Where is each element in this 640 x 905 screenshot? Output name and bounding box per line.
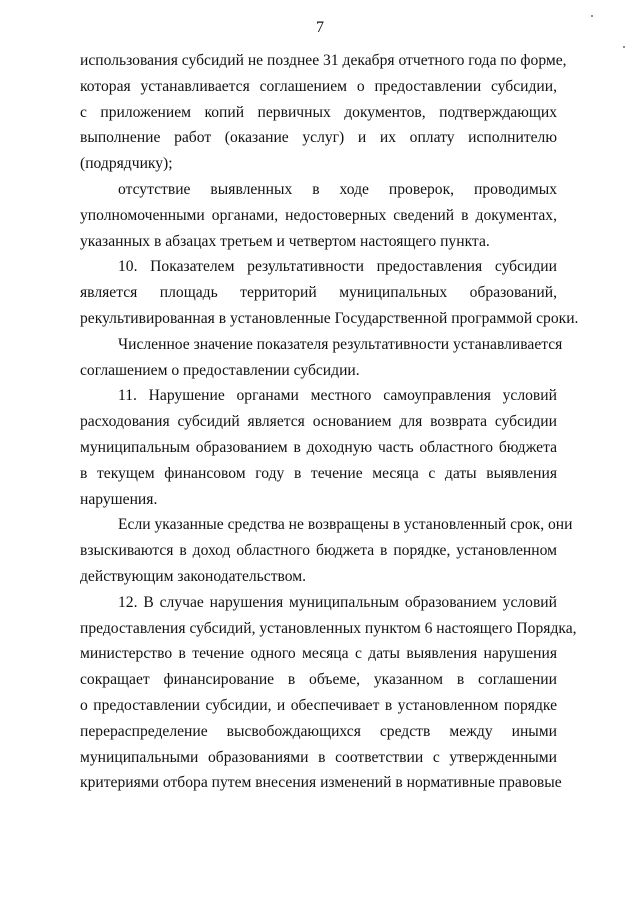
page-number: 7 [316, 19, 324, 36]
paragraph-line: предоставления субсидий, установленных пунктом 6 настоящего Порядка, [80, 619, 577, 637]
paragraph-line: 11. Нарушение органами местного самоуправления условий [118, 387, 557, 405]
paragraph-line: соглашением о предоставлении субсидии. [80, 361, 360, 379]
paragraph-line: которая устанавливается соглашением о предоставлении субсидии, [80, 77, 557, 95]
paragraph-line: отсутствие выявленных в ходе проверок, проводимых [118, 180, 557, 198]
scan-speck [591, 15, 593, 17]
paragraph-line: перераспределение высвобождающихся средств между иными [80, 722, 557, 740]
paragraph-line: уполномоченными органами, недостоверных сведений в документах, [80, 206, 557, 224]
paragraph-line: взыскиваются в доход областного бюджета в порядке, установленном [80, 542, 557, 560]
paragraph-line: выполнение работ (оказание услуг) и их оплату исполнителю [80, 129, 557, 147]
scan-speck [623, 46, 625, 48]
paragraph-line: указанных в абзацах третьем и четвертом настоящего пункта. [80, 232, 490, 250]
document-body [80, 48, 579, 796]
paragraph-line: муниципальным образованием в доходную часть областного бюджета [80, 438, 557, 456]
paragraph-line: Если указанные средства не возвращены в установленный срок, они [118, 516, 573, 534]
paragraph-line: (подрядчику); [80, 155, 173, 173]
paragraph-line: расходования субсидий является основанием для возврата субсидии [80, 413, 557, 431]
paragraph-line: Численное значение показателя результативности устанавливается [118, 335, 563, 353]
paragraph-line: министерство в течение одного месяца с даты выявления нарушения [80, 645, 557, 663]
paragraph-line: о предоставлении субсидии, и обеспечивает в установленном порядке [80, 696, 557, 714]
paragraph-line: муниципальными образованиями в соответствии с утвержденными [80, 748, 557, 766]
paragraph-line: в текущем финансовом году в течение месяца с даты выявления [80, 464, 557, 482]
paragraph-line: сокращает финансирование в объеме, указанном в соглашении [80, 671, 557, 689]
paragraph-line: использования субсидий не позднее 31 декабря отчетного года по форме, [80, 52, 567, 69]
paragraph-line: с приложением копий первичных документов, подтверждающих [80, 103, 557, 121]
paragraph-line: критериями отбора путем внесения изменений в нормативные правовые [80, 774, 562, 792]
paragraph-line: 10. Показателем результативности предоставления субсидии [118, 258, 557, 276]
paragraph-line: является площадь территорий муниципальных образований, [80, 284, 557, 302]
paragraph-line: 12. В случае нарушения муниципальным образованием условий [118, 593, 557, 611]
paragraph-line: действующим законодательством. [80, 567, 307, 585]
paragraph-line: рекультивированная в установленные Государственной программой сроки. [80, 309, 579, 327]
paragraph-line: нарушения. [80, 490, 158, 508]
